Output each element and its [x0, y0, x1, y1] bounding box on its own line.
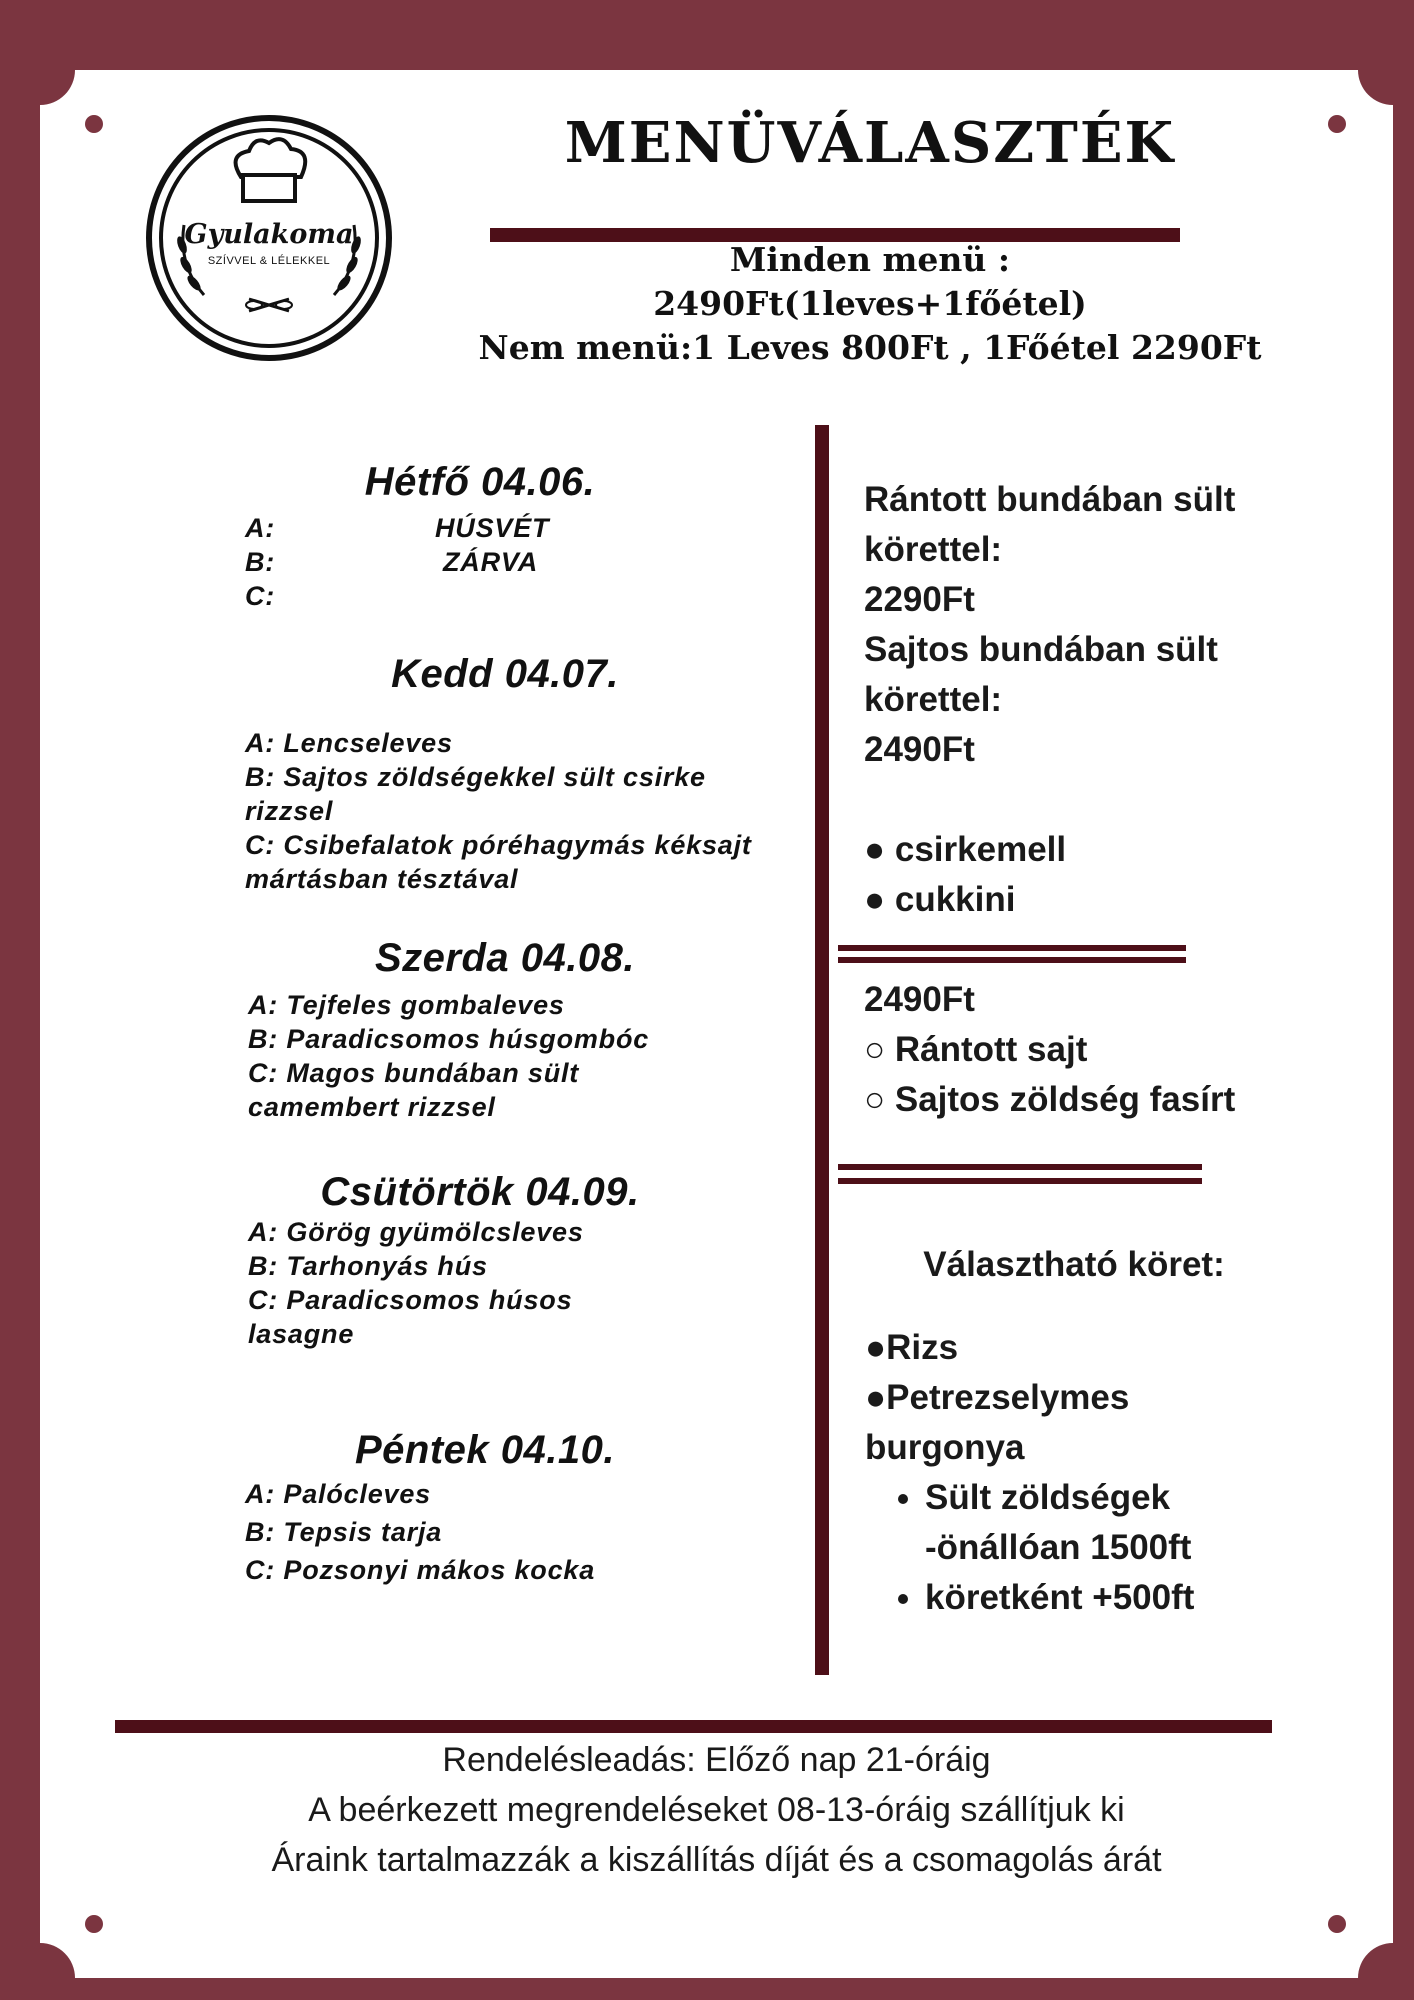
day-items-wednesday: [248, 988, 768, 1124]
text-line: Sült zöldségek: [925, 1478, 1171, 1517]
corner-cutout-tl: [40, 70, 75, 105]
rivet-tl: [85, 115, 103, 133]
double-divider-1-bottom: [838, 957, 1186, 963]
closed-line-1: HÚSVÉT: [435, 513, 550, 543]
price-text: 2490Ft: [864, 730, 975, 769]
day-items-tuesday: [245, 726, 765, 896]
text-line: körettel:: [864, 680, 1003, 719]
day-title-tuesday: Kedd 04.07.: [391, 652, 619, 696]
label-c: C:: [245, 581, 276, 611]
menu-item-c: C: Paradicsomos húsos lasagne: [248, 1285, 573, 1349]
price-line-3: Nem menü:1 Leves 800Ft , 1Főétel 2290Ft: [478, 328, 1262, 367]
day-title-friday: Péntek 04.10.: [355, 1428, 615, 1472]
side-dish-heading: Választható köret:: [923, 1245, 1225, 1284]
price-text: 2490Ft: [864, 980, 975, 1019]
page-title: MENÜVÁLASZTÉK: [564, 110, 1176, 176]
list-item: ● cukkini: [864, 880, 1016, 919]
corner-cutout-bl: [40, 1943, 75, 1978]
footer-line-3: Áraink tartalmazzák a kiszállítás díját és a csomagolás árát: [271, 1841, 1162, 1879]
column-divider: [815, 425, 829, 1675]
corner-cutout-tr: [1358, 70, 1393, 105]
menu-item-a: A: Tejfeles gombaleves: [248, 990, 565, 1020]
text-line: Sajtos bundában sült: [864, 630, 1218, 669]
text-line: -önállóan 1500ft: [925, 1528, 1192, 1567]
menu-item-b: B: Tepsis tarja: [245, 1517, 443, 1547]
footer-line-2: A beérkezett megrendeléseket 08-13-óráig szállítjuk ki: [308, 1791, 1125, 1829]
price-text: 2290Ft: [864, 580, 975, 619]
day-title-monday: Hétfő 04.06.: [364, 460, 596, 504]
side-dish-list: [865, 1323, 1305, 1623]
label-a: A:: [245, 513, 276, 543]
rivet-bl: [85, 1915, 103, 1933]
text-line: köretként +500ft: [925, 1578, 1195, 1617]
menu-item-b: B: Tarhonyás hús: [248, 1251, 488, 1281]
text-line: Rántott bundában sült: [864, 480, 1236, 519]
footer-divider: [115, 1720, 1272, 1733]
menu-item-c: C: Csibefalatok póréhagymás kéksajt mártásban tésztával: [245, 830, 752, 894]
list-item: ●Petrezselymes: [865, 1378, 1130, 1417]
day-items-friday: [245, 1475, 765, 1589]
menu-item-c: C: Pozsonyi mákos kocka: [245, 1555, 596, 1585]
logo-tagline: SZÍVVEL & LÉLEKKEL: [207, 255, 331, 267]
label-b: B:: [245, 547, 276, 577]
price-info: [440, 238, 1300, 370]
corner-cutout-br: [1358, 1943, 1393, 1978]
day-title-wednesday: Szerda 04.08.: [375, 936, 635, 980]
day-title-thursday: Csütörtök 04.09.: [320, 1170, 640, 1214]
closed-line-2: ZÁRVA: [443, 547, 538, 577]
list-item: [925, 1473, 1305, 1573]
menu-item-b: B: Paradicsomos húsgombóc: [248, 1024, 650, 1054]
day-items-monday: [245, 511, 765, 613]
menu-item-a: A: Görög gyümölcsleves: [248, 1217, 584, 1247]
right-block-cheese: [864, 975, 1304, 1125]
list-item: [925, 1573, 1305, 1623]
double-divider-2-bottom: [838, 1178, 1202, 1184]
logo: [146, 115, 392, 361]
rivet-br: [1328, 1915, 1346, 1933]
double-divider-2-top: [838, 1164, 1202, 1170]
price-line-2: 2490Ft(1leves+1főétel): [653, 284, 1087, 323]
list-item: ○ Sajtos zöldség fasírt: [864, 1080, 1236, 1119]
text-line: körettel:: [864, 530, 1003, 569]
logo-name: Gyulakoma: [184, 219, 354, 250]
menu-item-b: B: Sajtos zöldségekkel sült csirke rizzsel: [245, 762, 706, 826]
footer-line-1: Rendelésleadás: Előző nap 21-óráig: [442, 1741, 991, 1779]
list-item: ●Rizs: [865, 1328, 959, 1367]
double-divider-1-top: [838, 945, 1186, 951]
right-block-breaded: [864, 475, 1304, 925]
menu-card: [40, 70, 1393, 1978]
footer: [100, 1735, 1333, 1885]
menu-item-a: A: Lencseleves: [245, 728, 453, 758]
menu-item-a: A: Palócleves: [245, 1479, 431, 1509]
price-line-1: Minden menü :: [729, 240, 1011, 279]
list-item: ○ Rántott sajt: [864, 1030, 1088, 1069]
menu-item-c: C: Magos bundában sült camembert rizzsel: [248, 1058, 580, 1122]
day-items-thursday: [248, 1215, 768, 1351]
rivet-tr: [1328, 115, 1346, 133]
list-item: ● csirkemell: [864, 830, 1067, 869]
text-line: burgonya: [865, 1428, 1025, 1467]
